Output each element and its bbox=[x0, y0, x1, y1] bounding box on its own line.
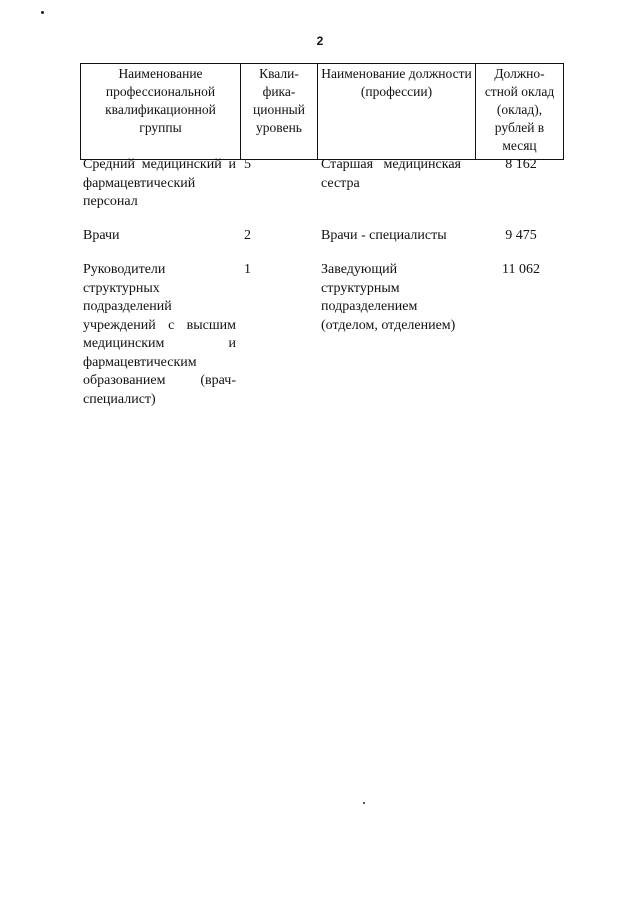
row-position-name: Старшая медицинская сестра bbox=[321, 157, 461, 191]
header-salary bbox=[476, 64, 564, 160]
row-group-name: Средний медицинский и фармацевтический персонал bbox=[83, 157, 236, 209]
row-salary: 8 162 bbox=[505, 157, 537, 172]
header-position-name-text: Наименование должности (профессии) bbox=[321, 66, 472, 99]
row-salary: 9 475 bbox=[505, 228, 537, 243]
row-qualification-level: 1 bbox=[244, 262, 251, 277]
scan-speck bbox=[41, 11, 44, 14]
header-qualification-level-text: Квали-фика-ционный уровень bbox=[253, 66, 305, 135]
table-header-row bbox=[81, 64, 564, 160]
scan-speck bbox=[363, 802, 365, 804]
page-number: 2 bbox=[316, 34, 324, 48]
header-qualification-level bbox=[241, 64, 318, 160]
header-group-name bbox=[81, 64, 241, 160]
row-group-name: Врачи bbox=[83, 228, 120, 243]
row-position-name: Врачи - специалисты bbox=[321, 228, 447, 243]
row-qualification-level: 5 bbox=[244, 157, 251, 172]
table-header bbox=[80, 63, 564, 160]
header-position-name bbox=[318, 64, 476, 160]
row-qualification-level: 2 bbox=[244, 228, 251, 243]
row-salary: 11 062 bbox=[502, 262, 540, 277]
row-position-name: Заведующий структурным подразделением (отделом, отделением) bbox=[321, 262, 456, 333]
header-salary-text: Должно-стной оклад (оклад), рублей в месяц bbox=[484, 66, 555, 153]
row-group-name: Руководители структурных подразделений учреждений с высшим медицинским и фармацевтическим образованием (врач-специалист) bbox=[83, 262, 236, 407]
header-group-name-text: Наименование профессиональной квалификационной группы bbox=[105, 66, 216, 135]
